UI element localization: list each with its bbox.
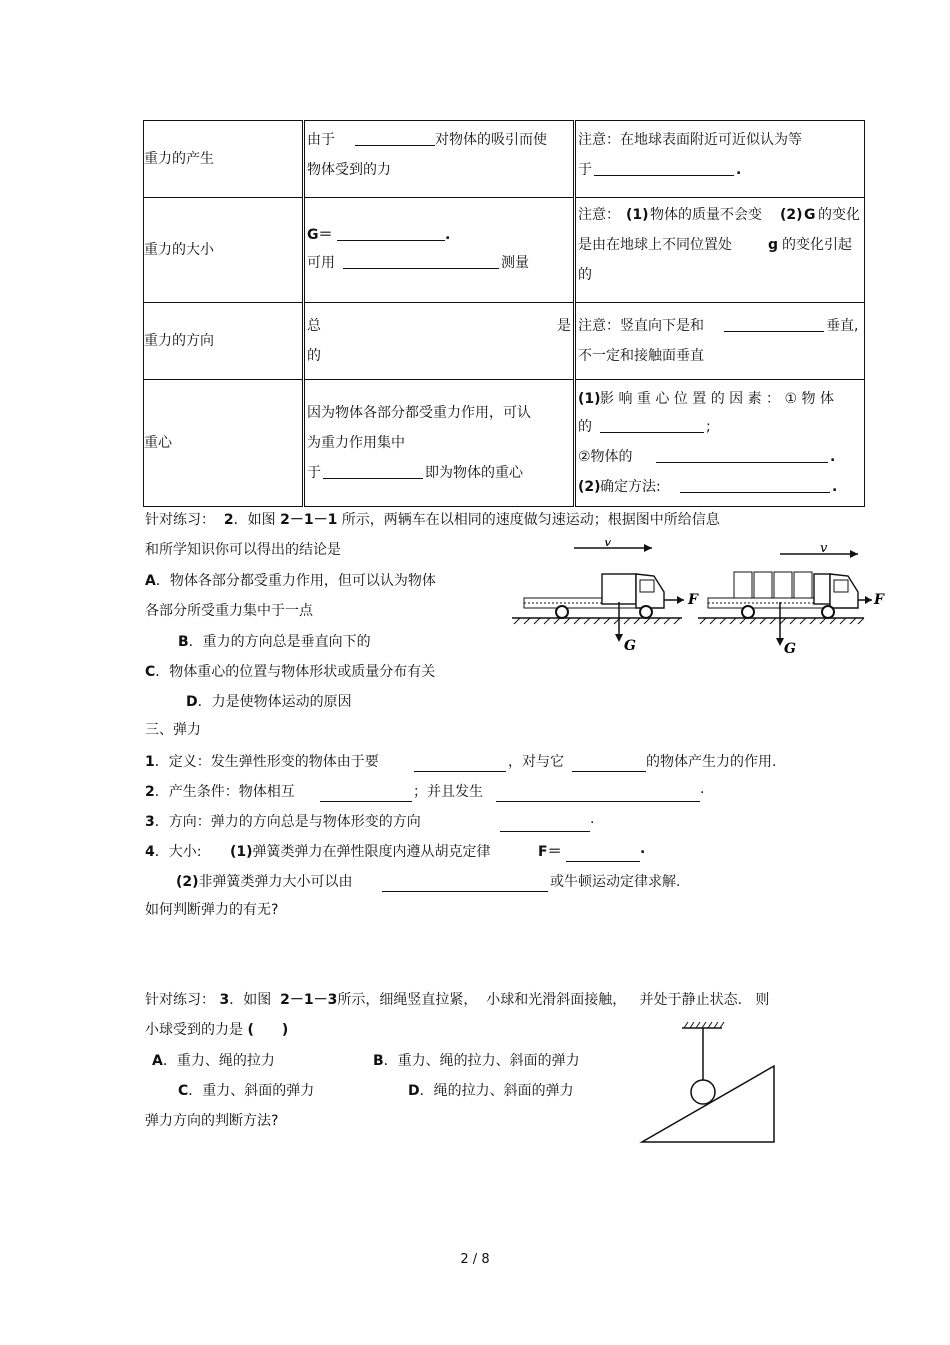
q2-option-b[interactable]: B．重力的方向总是垂直向下的	[178, 634, 371, 650]
gravity-label: G	[624, 638, 636, 654]
gravity-table	[143, 120, 865, 507]
q2-stem-line2: 和所学知识你可以得出的结论是	[145, 542, 341, 558]
question-elastic-direction: 弹力方向的判断方法?	[145, 1113, 279, 1129]
row-label: 重力的大小	[144, 198, 304, 303]
gravity-label: G	[784, 641, 796, 657]
fill-blank[interactable]	[600, 418, 704, 433]
row-content: 由于 对物体的吸引而使 物体受到的力	[304, 121, 575, 198]
row-note: (1) 影 响 重 心 位 置 的 因 素 ： ① 物 体 的 ; ②物体的 . (2) 确定方法: .	[575, 380, 865, 507]
fill-blank[interactable]	[724, 317, 824, 332]
fill-blank[interactable]	[566, 847, 640, 862]
row-note: 注意： (1) 物体的质量不会变 (2) G 的变化 是由在地球上不同位置处 g 的变化引起 的	[575, 198, 865, 303]
elastic-item-4-text: (1)弹簧类弹力在弹性限度内遵从胡克定律	[230, 844, 491, 860]
hooke-formula: F＝	[538, 844, 562, 860]
table-row	[144, 121, 865, 198]
elastic-item-1: 1．定义：发生弹性形变的物体由于要	[145, 754, 379, 770]
fill-blank[interactable]	[382, 877, 548, 892]
elastic-item-2: 2．产生条件：物体相互	[145, 784, 295, 800]
fill-blank[interactable]	[414, 757, 506, 772]
elastic-item-4-end: .	[640, 841, 646, 857]
row-label: 重力的方向	[144, 303, 304, 380]
row-label: 重心	[144, 380, 304, 507]
velocity-label: v	[820, 541, 828, 556]
q3-option-a[interactable]: A．重力、绳的拉力	[152, 1053, 275, 1069]
elastic-item-1-mid: ，对与它	[508, 754, 564, 770]
row-content: 因为物体各部分都受重力作用，可认 为重力作用集中 于 即为物体的重心	[304, 380, 575, 507]
row-content: 总 是 的	[304, 303, 575, 380]
page-number: 2 / 8	[460, 1252, 490, 1267]
fill-blank[interactable]	[320, 787, 412, 802]
force-label: F	[874, 592, 884, 608]
q3-stem-line2: 小球受到的力是 ( )	[145, 1022, 289, 1038]
section-heading: 三、弹力	[145, 722, 201, 738]
elastic-item-3: 3．方向：弹力的方向总是与物体形变的方向	[145, 814, 421, 830]
fill-blank[interactable]	[500, 817, 590, 832]
row-label: 重力的产生	[144, 121, 304, 198]
elastic-item-4: 4．大小:	[145, 844, 202, 860]
fill-blank[interactable]	[496, 787, 700, 802]
question-elastic-existence: 如何判断弹力的有无?	[145, 902, 279, 918]
velocity-label: v	[604, 540, 612, 550]
fill-blank[interactable]	[680, 478, 830, 493]
q2-option-c[interactable]: C．物体重心的位置与物体形状或质量分布有关	[145, 664, 436, 680]
elastic-item-2-end: .	[700, 781, 705, 797]
q2-option-a-cont: 各部分所受重力集中于一点	[145, 603, 313, 619]
elastic-item-2-mid: ；并且发生	[413, 784, 483, 800]
q2-stem-line1: 针对练习： 2．如图 2－1－1 所示，两辆车在以相同的速度做匀速运动；根据图中所给信息	[145, 512, 720, 528]
row-note: 注意：竖直向下是和 垂直, 不一定和接触面垂直	[575, 303, 865, 380]
truck-left-icon	[512, 540, 699, 654]
fill-blank[interactable]	[572, 757, 646, 772]
q2-option-d[interactable]: D．力是使物体运动的原因	[186, 694, 352, 710]
elastic-item-4-line2-end: 或牛顿运动定律求解.	[550, 874, 681, 890]
table-row	[144, 380, 865, 507]
truck-right-icon	[698, 541, 885, 657]
fill-blank[interactable]	[656, 448, 828, 463]
elastic-item-3-end: .	[590, 811, 595, 827]
fill-blank[interactable]	[343, 254, 499, 269]
incline-figure	[636, 1018, 782, 1146]
row-content: G＝ . 可用 测量	[304, 198, 575, 303]
fill-blank[interactable]	[337, 226, 445, 241]
q3-option-c[interactable]: C．重力、斜面的弹力	[178, 1083, 315, 1099]
row-note: 注意：在地球表面附近可近似认为等 于 .	[575, 121, 865, 198]
fill-blank[interactable]	[355, 131, 435, 146]
elastic-item-4-line2: (2)非弹簧类弹力大小可以由	[176, 874, 353, 890]
table-row	[144, 198, 865, 303]
table-row	[144, 303, 865, 380]
elastic-item-1-end: 的物体产生力的作用.	[646, 754, 777, 770]
ceiling-support-icon	[682, 1022, 724, 1028]
q3-option-b[interactable]: B．重力、绳的拉力、斜面的弹力	[373, 1053, 580, 1069]
force-label: F	[688, 592, 698, 608]
ball-icon	[691, 1080, 715, 1104]
q3-option-d[interactable]: D．绳的拉力、斜面的弹力	[408, 1083, 574, 1099]
q2-option-a[interactable]: A．物体各部分都受重力作用，但可以认为物体	[145, 573, 436, 589]
incline-icon	[642, 1066, 774, 1142]
fill-blank[interactable]	[594, 161, 734, 176]
q3-stem-line1: 针对练习： 3．如图 2－1－3所示，细绳竖直拉紧， 小球和光滑斜面接触， 并处于静止状态. 则	[145, 992, 770, 1008]
trucks-figure	[512, 540, 892, 660]
fill-blank[interactable]	[323, 464, 423, 479]
